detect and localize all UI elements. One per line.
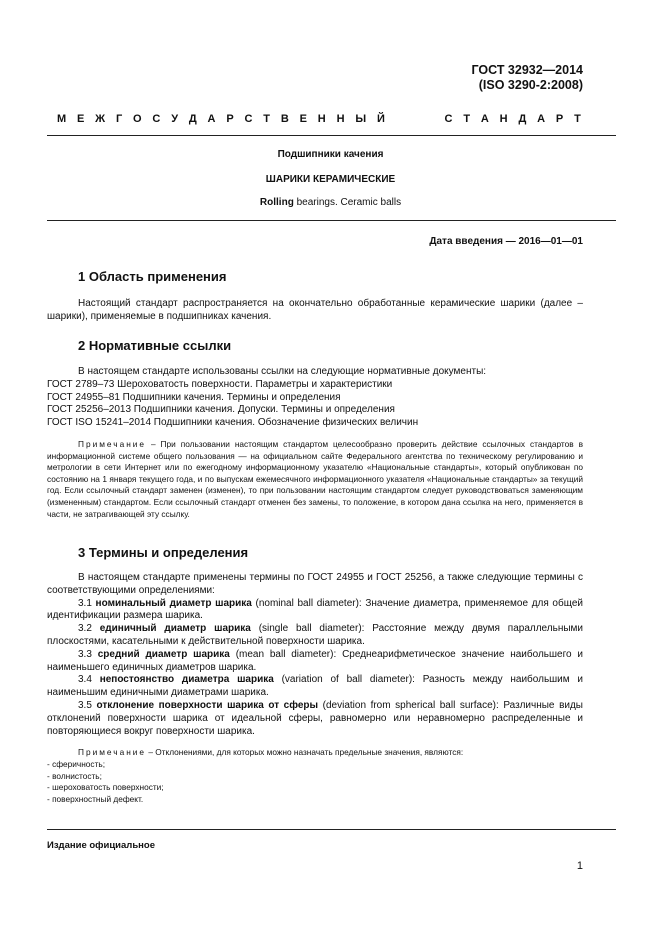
english-title-rest: bearings. Ceramic balls [293,197,402,208]
list-item: - шероховатость поверхности; [47,782,164,793]
standard-number: ГОСТ 32932—2014 [471,63,583,77]
section-3-intro: В настоящем стандарте применены термины по ГОСТ 24955 и ГОСТ 25256, а также следующие термины с соответствующими определениями: [47,572,583,596]
list-item: - сферичность; [47,759,106,769]
banner-letter: Т [263,113,271,125]
footer-divider [47,829,616,830]
banner-letter: С [152,113,161,125]
banner-letter: А [207,113,216,125]
banner-letter: Т [463,113,471,125]
title-divider [47,220,616,221]
note-label: Примечание [78,747,147,757]
term-number: 3.1 [78,597,96,609]
note-text: – При пользовании настоящим стандартом целесообразно проверить действие ссылочных стандартов в информационной системе общего пользования — на официальном сайте Федерального агентства по техническому регулированию и метрологии в сети Интернет или по ежегодному информационному указателю «Национальные стандарты», который опубликован по состоянию на 1 января текущего года, и по выпускам ежемесячного информационного указателя «Национальные стандарты» за текущий год. Если ссылочный стандарт заменен (изменен), то при пользовании настоящим стандартом следует руководствоваться заменяющим (измененным) стандартом. Если ссылочный стандарт отменен без замены, то положение, в котором дана ссылка на него, применяется в части, не затрагивающей эту ссылку. [47,439,583,519]
banner-letter: Е [299,113,307,125]
list-item: - волнистость; [47,770,102,781]
interstate-standard-banner [57,113,581,125]
banner-letter: У [171,113,179,125]
list-item: - поверхностный дефект. [47,793,144,804]
banner-letter: М [57,113,67,125]
term-def: (variation of ball diameter): Разность между наибольшим и наименьшим единичными диаметрами шарика. [47,674,583,699]
term-number: 3.5 [78,699,97,711]
section-2-heading: 2 Нормативные ссылки [78,338,232,353]
term-name: номинальный диаметр шарика [95,597,252,609]
banner-letter: Е [77,113,85,125]
section-1-heading: 1 Область применения [78,269,227,284]
banner-gap [396,113,434,125]
banner-letter: Н [317,113,326,125]
reference-item: ГОСТ 2789–73 Шероховатость поверхности. Параметры и характеристики [47,378,393,390]
banner-letter: Г [115,113,123,125]
standard-designation [471,63,583,93]
term-name: единичный диаметр шарика [99,623,251,635]
english-title-bold: Rolling [259,197,294,208]
section-1-body [47,298,583,324]
term-name: средний диаметр шарика [97,648,230,660]
section-3-heading: 3 Термины и определения [78,545,249,560]
header-divider [47,135,616,136]
section-2-intro: В настоящем стандарте использованы ссылки на следующие нормативные документы: [78,366,487,377]
banner-letter: С [244,113,253,125]
section-1-text: Настоящий стандарт распространяется на окончательно обработанные керамические шарики (далее – шарики), применяемые в подшипниках качения. [47,298,583,322]
reference-item: ГОСТ 24955–81 Подшипники качения. Термины и определения [47,391,341,403]
banner-letter: Д [188,113,197,125]
document-title: ШАРИКИ КЕРАМИЧЕСКИЕ [265,174,396,185]
term-definition [47,623,583,649]
term-definition [47,700,583,738]
section-3-note [47,747,583,759]
document-category: Подшипники качения [277,149,384,160]
page-number: 1 [576,860,583,872]
banner-letter: Н [499,113,508,125]
banner-letter: Т [574,113,581,125]
term-definition [47,649,583,675]
banner-letter: Р [226,113,234,125]
term-name: отклонение поверхности шарика от сферы [96,699,319,711]
banner-letter: В [280,113,289,125]
banner-letter: О [133,113,142,125]
term-number: 3.4 [78,674,100,686]
english-title [0,197,661,208]
banner-letter: А [480,113,489,125]
banner-letter: Д [518,113,527,125]
term-def: (single ball diameter): Расстояние между двумя параллельными плоскостями, касательными к действительной поверхности шарика. [47,623,583,647]
banner-letter: Ж [95,113,106,125]
iso-number: (ISO 3290-2:2008) [478,78,583,92]
section-2-note [47,439,583,520]
term-number: 3.2 [78,623,100,635]
banner-letter: А [537,113,546,125]
banner-letter: Ы [355,113,367,125]
term-def: (mean ball diameter): Среднеарифметическое значение наибольшего и наименьшего единичных диаметров шарика. [47,648,583,673]
official-edition: Издание официальное [47,840,155,851]
introduction-date: Дата введения — 2016—01—01 [429,236,583,247]
banner-letter: Н [336,113,345,125]
reference-item: ГОСТ 25256–2013 Подшипники качения. Допуски. Термины и определения [47,404,395,416]
note-label: Примечание [78,439,147,449]
term-number: 3.3 [78,648,98,660]
term-definition [47,674,583,700]
term-definition [47,598,583,624]
term-def: (nominal ball diameter): Значение диаметра, применяемое для общей идентификации размера шарика. [47,597,583,622]
section-2-body [47,366,583,430]
deviation-list [47,759,164,805]
banner-letter: Р [555,113,564,125]
section-3-body [47,572,583,738]
term-def: (deviation from spherical ball surface): Различные виды отклонений поверхности шарика от идеальной сферы, равномерно или неравномерно распределенные и повторяющиеся вокруг поверхности шарика. [47,699,583,737]
banner-letter: С [444,113,453,125]
banner-letter: Й [376,113,385,125]
term-name: непостоянство диаметра шарика [99,674,274,686]
note-text: – Отклонениями, для которых можно назначать предельные значения, являются: [146,747,464,757]
reference-item: ГОСТ ISO 15241–2014 Подшипники качения. Обозначение физических величин [47,417,419,429]
